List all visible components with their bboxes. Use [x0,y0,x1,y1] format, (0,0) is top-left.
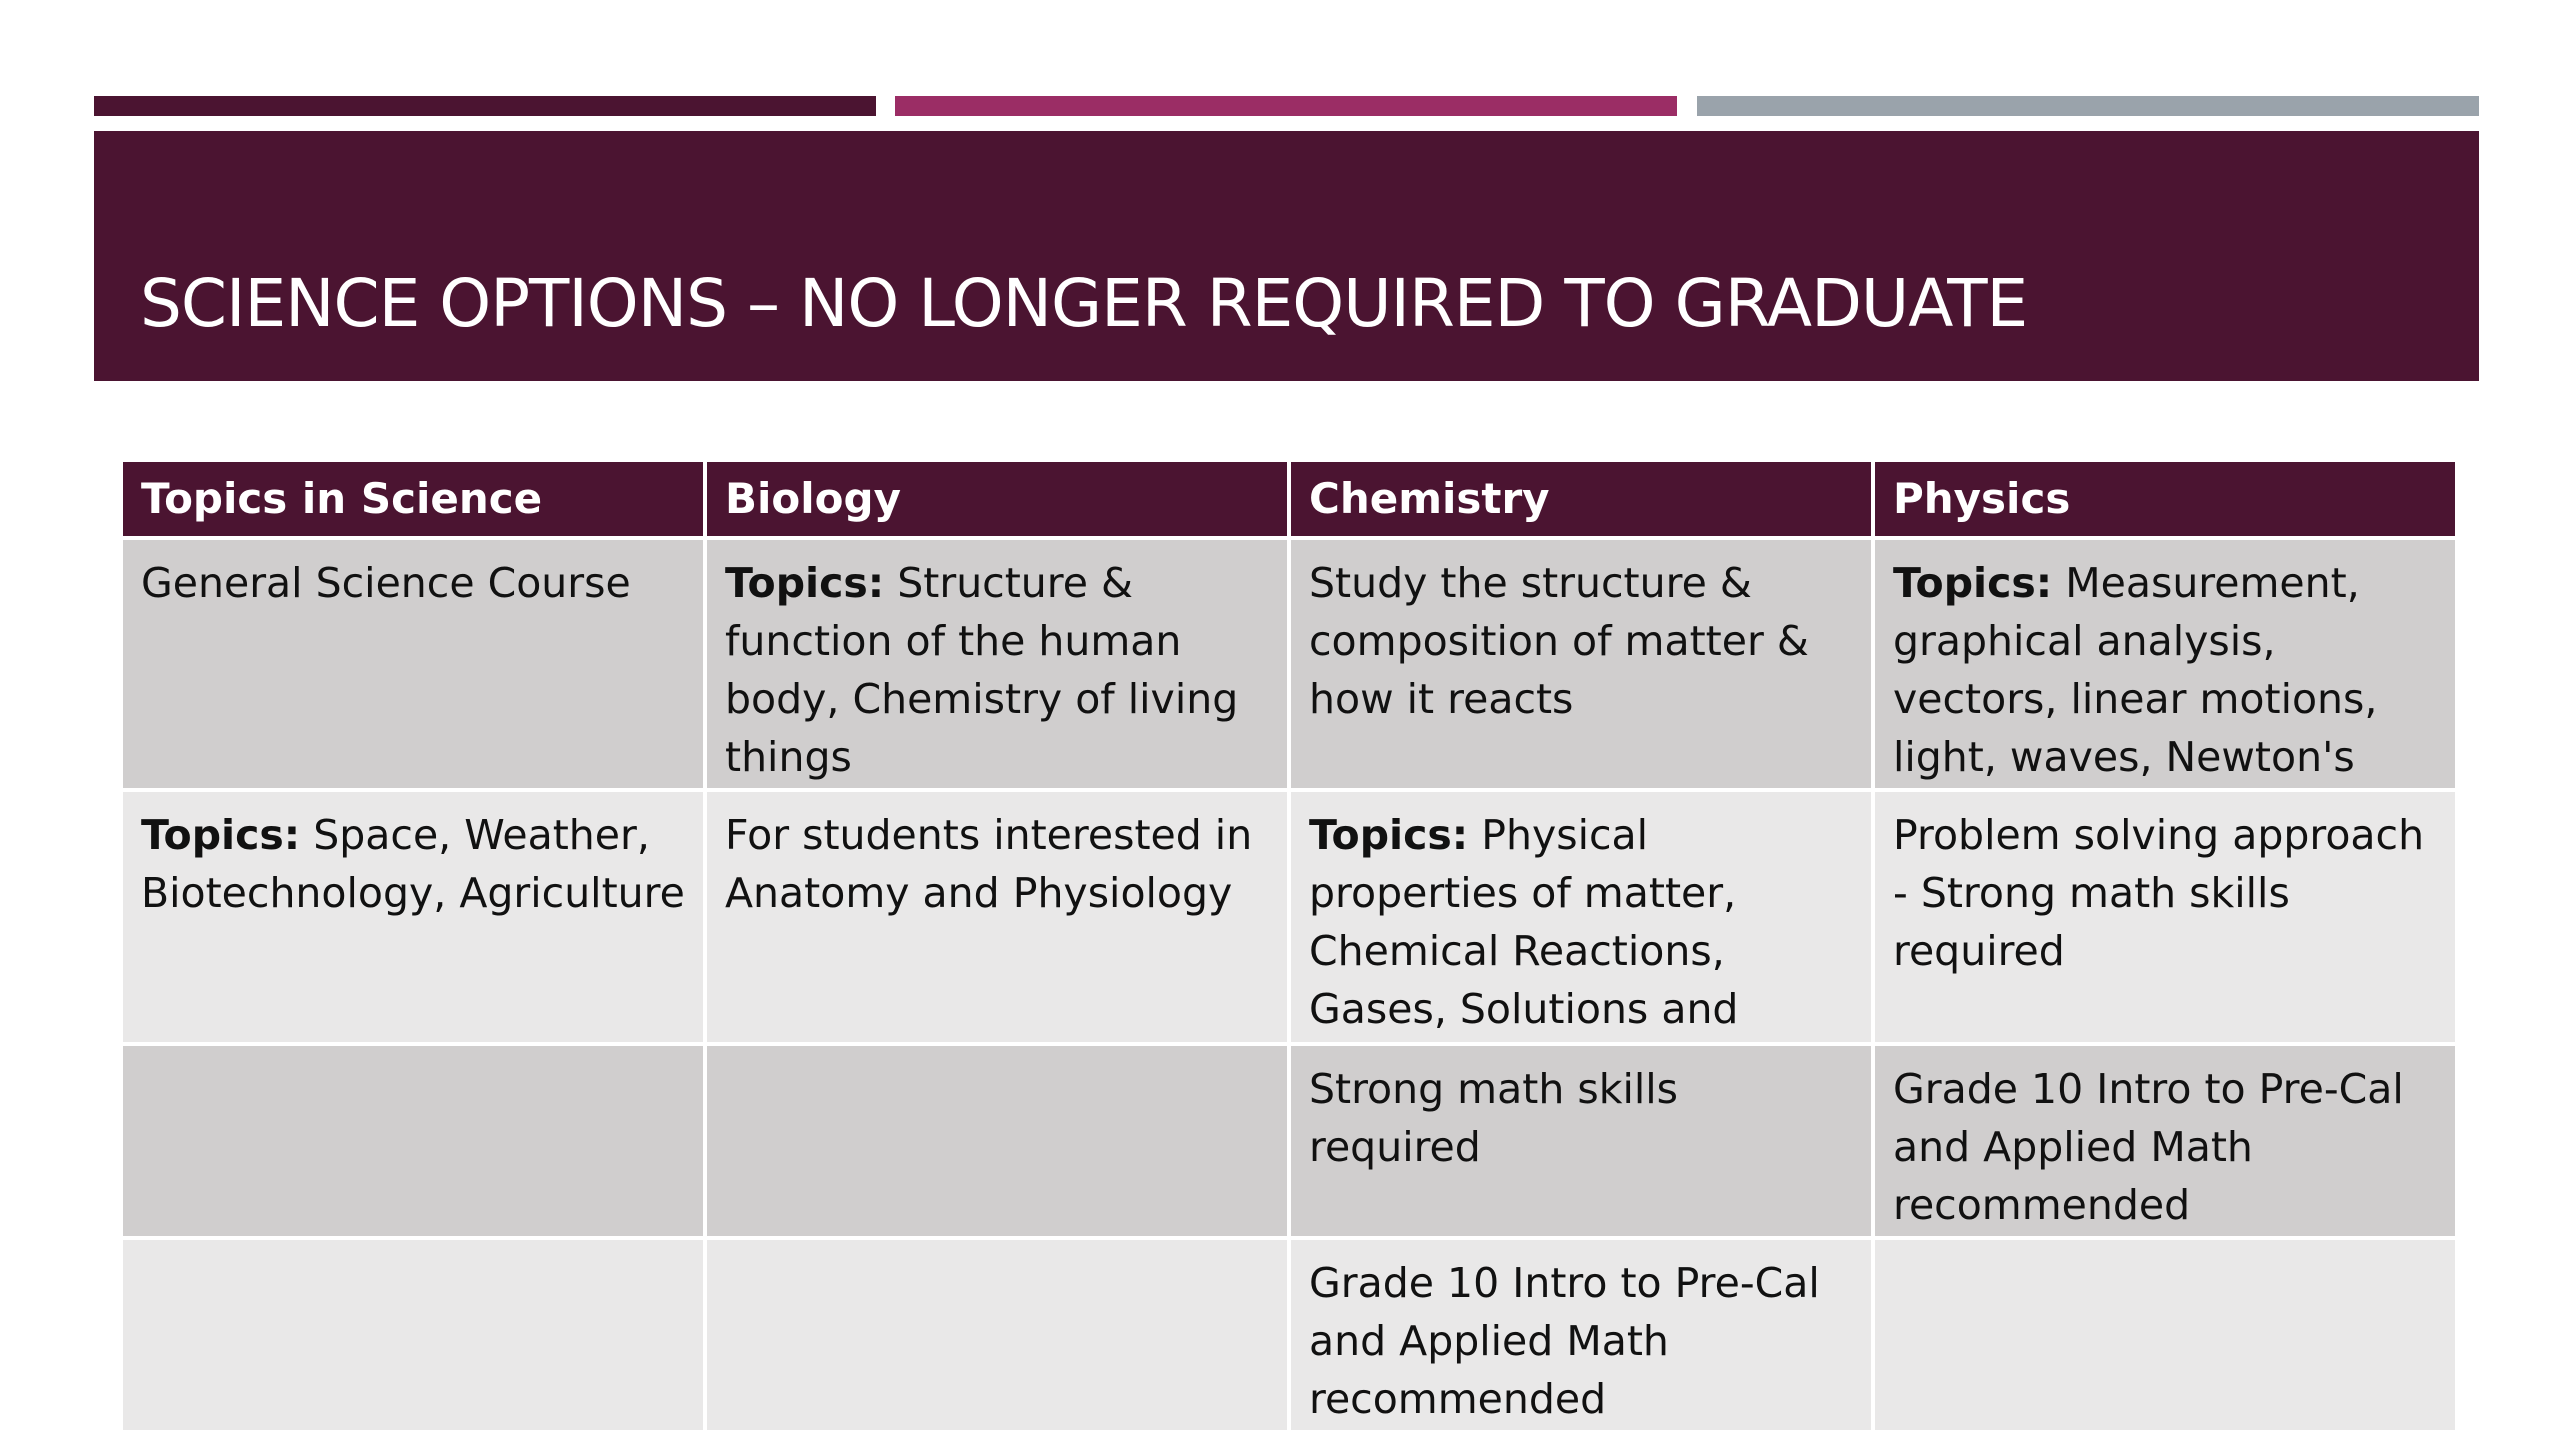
science-options-table [123,462,2455,1430]
table-cell [1291,1240,1871,1430]
cell-text: Structure & function of the human body, Chemistry of living things [725,559,1239,781]
table-cell [1875,540,2455,788]
accent-bar-dark [94,96,876,116]
cell-text: Problem solving approach - Strong math skills required [1893,811,2425,975]
cell-label: Topics: [1309,811,1469,859]
cell-text: Strong math skills required [1309,1065,1678,1171]
table-cell [1291,1046,1871,1236]
table-cell [123,540,703,788]
cell-label: Topics: [141,811,301,859]
slide-title: SCIENCE OPTIONS – NO LONGER REQUIRED TO GRADUATE [140,265,2028,342]
cell-text: General Science Course [141,559,631,607]
table-cell [707,540,1287,788]
table-cell [1875,1046,2455,1236]
table-cell [707,1240,1287,1430]
header-chemistry: Chemistry [1291,462,1871,536]
table-cell [1291,540,1871,788]
header-biology: Biology [707,462,1287,536]
accent-bar-pink [895,96,1677,116]
cell-text: Grade 10 Intro to Pre-Cal and Applied Math recommended [1893,1065,2404,1229]
table-cell [1875,792,2455,1042]
table-cell [1875,1240,2455,1430]
cell-text: Space, Weather, Biotechnology, Agriculture [141,811,685,917]
header-topics-in-science: Topics in Science [123,462,703,536]
table-cell [707,792,1287,1042]
table-cell [707,1046,1287,1236]
cell-text: Grade 10 Intro to Pre-Cal and Applied Math recommended [1309,1259,1820,1423]
table-cell [123,1240,703,1430]
cell-text: Physical properties of matter, Chemical Reactions, Gases, Solutions and [1309,811,1739,1033]
table-cell [1291,792,1871,1042]
table-cell [123,1046,703,1236]
title-banner [94,131,2479,381]
cell-text: For students interested in Anatomy and Physiology [725,811,1253,917]
cell-label: Topics: [1893,559,2053,607]
cell-text: Measurement, graphical analysis, vectors, linear motions, light, waves, Newton's [1893,559,2378,781]
table-cell [123,792,703,1042]
cell-text: Study the structure & composition of matter & how it reacts [1309,559,1809,723]
accent-bar-gray [1697,96,2479,116]
cell-label: Topics: [725,559,885,607]
header-physics: Physics [1875,462,2455,536]
